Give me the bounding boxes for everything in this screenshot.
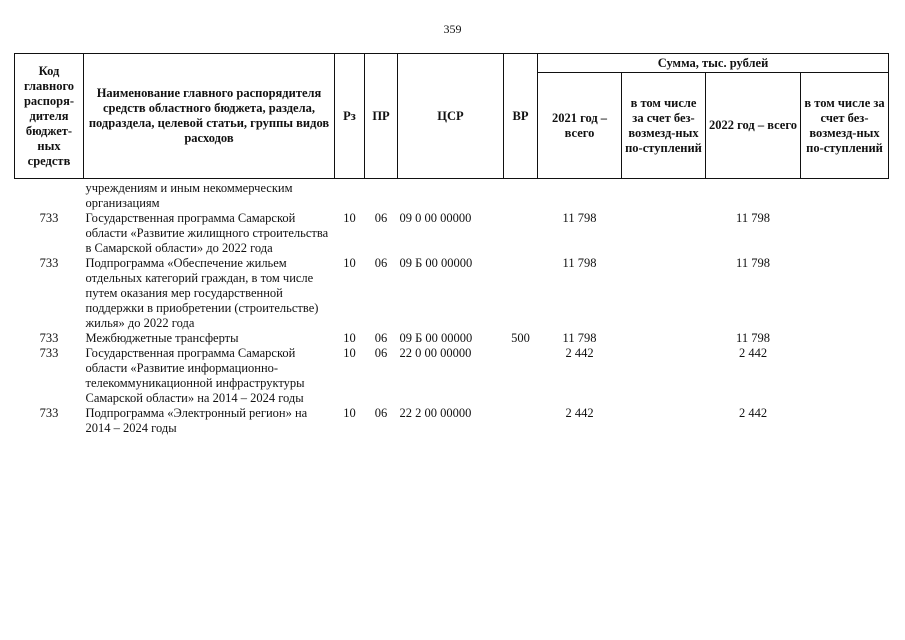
page-number: 359: [443, 22, 462, 36]
cell-name: Подпрограмма «Обеспечение жильем отдельных категорий граждан, в том числе путем оказания мер государственной поддержки в приобретении (строительстве) жилья» до 2022 года: [85, 256, 319, 330]
header-2022-total: 2022 год – всего: [706, 73, 801, 179]
cell-vr: [504, 406, 538, 436]
cell-rz: 10: [343, 346, 356, 360]
header-csr: ЦСР: [398, 54, 504, 179]
cell-code: [15, 179, 84, 212]
header-2021-free: в том числе за счет без-возмезд-ных по-ступлений: [622, 73, 706, 179]
cell-2021-free: [622, 331, 706, 346]
cell-csr: 09 Б 00 00000: [399, 256, 473, 270]
cell-2021-total: 11 798: [562, 331, 597, 345]
cell-2021-total: 11 798: [562, 256, 597, 270]
cell-2021-free: [622, 256, 706, 331]
cell-rz: 10: [343, 256, 356, 270]
header-rz: Рз: [335, 54, 365, 179]
cell-2022-free: [801, 211, 889, 256]
cell-2022-free: [801, 406, 889, 436]
cell-2022-total: 11 798: [736, 256, 770, 270]
cell-name: Межбюджетные трансферты: [85, 331, 239, 345]
cell-2022-free: [801, 179, 889, 212]
cell-2021-free: [622, 211, 706, 256]
cell-2022-total: 11 798: [736, 211, 770, 225]
cell-rz: 10: [343, 331, 356, 345]
cell-pr: 06: [374, 211, 388, 225]
cell-rz: 10: [343, 211, 356, 225]
cell-vr: [504, 346, 538, 406]
cell-code: 733: [39, 346, 59, 360]
cell-name: Подпрограмма «Электронный регион» на 2014 – 2024 годы: [85, 406, 308, 435]
cell-csr: 09 0 00 00000: [399, 211, 472, 225]
cell-pr: 06: [374, 406, 388, 420]
cell-2021-free: [622, 179, 706, 212]
cell-2022-free: [801, 346, 889, 406]
cell-2021-total: 2 442: [565, 406, 594, 420]
cell-rz: 10: [343, 406, 356, 420]
header-2021-total: 2021 год – всего: [538, 73, 622, 179]
cell-pr: [365, 179, 398, 212]
cell-2022-total: 2 442: [738, 346, 768, 360]
budget-table: [14, 53, 889, 436]
table-row: [15, 346, 889, 406]
table-row: [15, 211, 889, 256]
cell-pr: 06: [374, 346, 388, 360]
cell-csr: 22 2 00 00000: [399, 406, 472, 420]
cell-code: 733: [39, 256, 59, 270]
cell-rz: [335, 179, 365, 212]
cell-pr: 06: [374, 331, 388, 345]
header-sum-group: Сумма, тыс. рублей: [538, 54, 889, 73]
cell-2022-total: 11 798: [736, 331, 770, 345]
cell-csr: [398, 179, 504, 212]
header-vr: ВР: [504, 54, 538, 179]
cell-csr: 09 Б 00 00000: [399, 331, 473, 345]
cell-2021-total: [538, 179, 622, 212]
cell-code: 733: [39, 211, 59, 225]
cell-vr: [504, 256, 538, 331]
cell-vr: 500: [511, 331, 530, 345]
cell-pr: 06: [374, 256, 388, 270]
header-name: Наименование главного распорядителя средств областного бюджета, раздела, подраздела, целевой статьи, группы видов расходов: [84, 54, 335, 179]
cell-2022-total: [706, 179, 801, 212]
table-row: [15, 331, 889, 346]
table-row: [15, 406, 889, 436]
cell-2022-free: [801, 331, 889, 346]
cell-2021-free: [622, 346, 706, 406]
cell-2022-free: [801, 256, 889, 331]
table-body: [15, 179, 889, 437]
table-row: [15, 179, 889, 212]
cell-vr: [504, 179, 538, 212]
table-row: [15, 256, 889, 331]
header-code: Код главного распоря-дителя бюджет-ных средств: [15, 54, 84, 179]
cell-2022-total: 2 442: [738, 406, 768, 420]
cell-csr: 22 0 00 00000: [399, 346, 472, 360]
cell-2021-total: 2 442: [565, 346, 594, 360]
header-pr: ПР: [365, 54, 398, 179]
cell-name: Государственная программа Самарской области «Развитие жилищного строительства в Самарской области» до 2022 года: [85, 211, 329, 255]
cell-name: Государственная программа Самарской области «Развитие информационно-телекоммуникационной инфраструктуры Самарской области» на 2014 – 2024 годы: [85, 346, 305, 405]
header-2022-free: в том числе за счет без-возмезд-ных по-ступлений: [801, 73, 889, 179]
cell-code: 733: [39, 331, 59, 345]
cell-vr: [504, 211, 538, 256]
cell-2021-free: [622, 406, 706, 436]
cell-2021-total: 11 798: [562, 211, 597, 225]
cell-name: учреждениям и иным некоммерческим организациям: [85, 181, 293, 210]
cell-code: 733: [39, 406, 59, 420]
table-header: [15, 54, 889, 179]
